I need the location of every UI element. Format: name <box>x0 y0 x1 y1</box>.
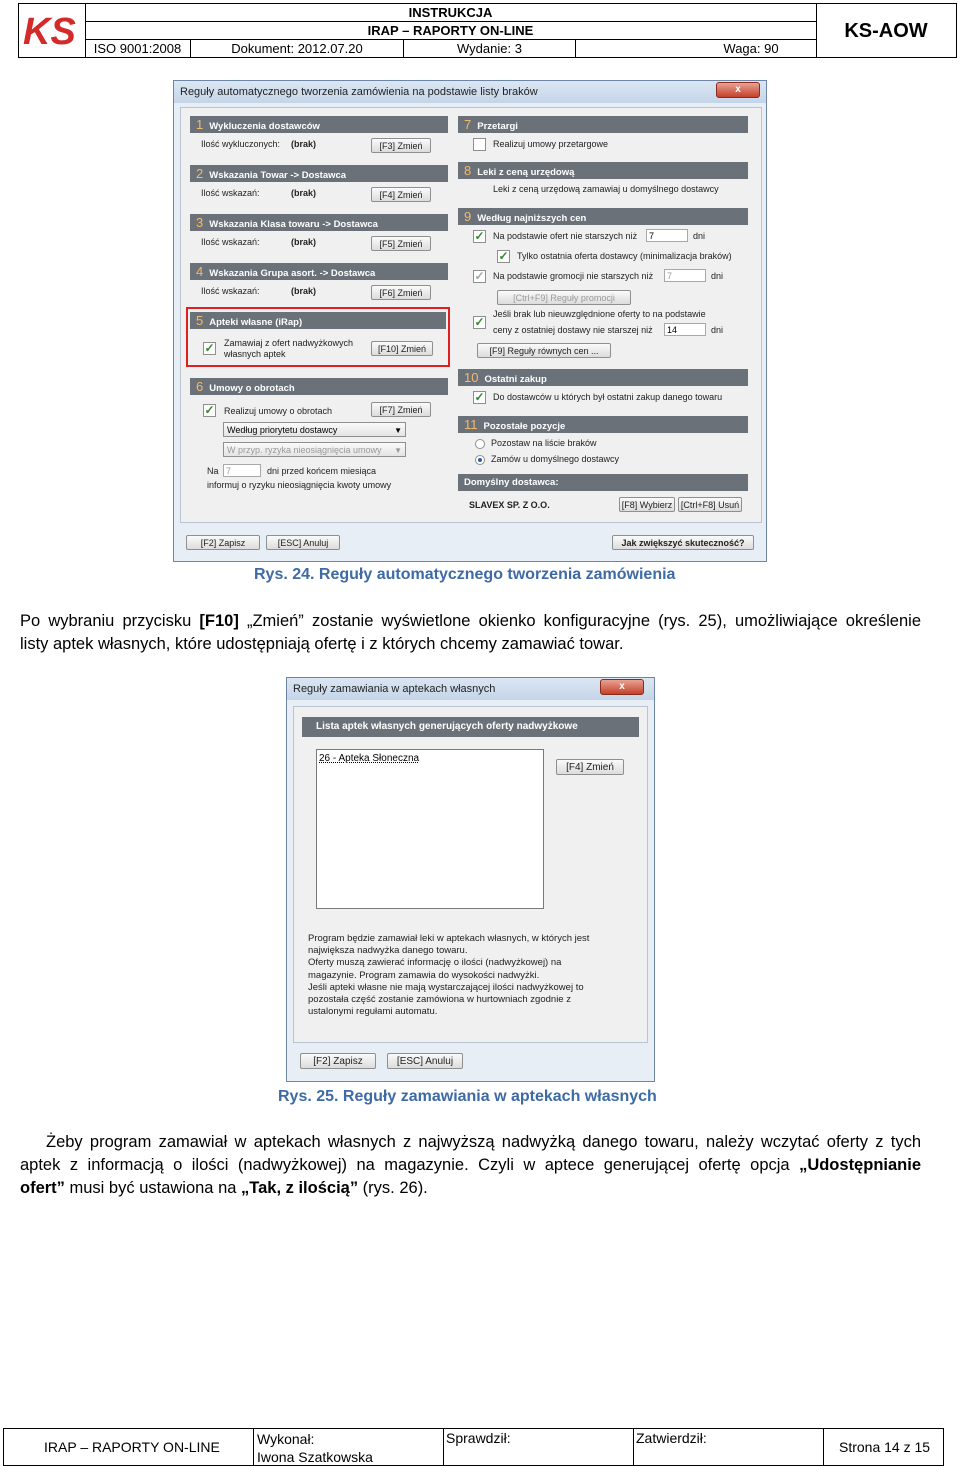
footer-system: IRAP – RAPORTY ON-LINE <box>4 1429 254 1465</box>
rules-panel: 1 Wykluczenia dostawców Ilość wykluczonych: (brak) [F3] Zmień 2 Wskazania Towar -> Dostawca Ilość wskazań: (brak) [F4] Zmień 3 Wskazania Klasa towaru -> Dostawca Ilość wskazań: (brak) [F5] Zmień 4 Wskazania Grupa asort. -> Dostawca Ilość wskazań: (brak) [F6] Zmień 5 Apteki własne (iRap) ✓ Zamawiaj z ofert nadwyżkowych własnych aptek [F10] Zmień 6 Umowy o obrotach ✓ Realizuj umowy o obrotach [F7] Zmień Według priorytetu dostawcy ▼ W przyp. ryzyka nieosiągnięcia umowy ▼ Na 7 dni przed końcem miesiąca informuj o ryzyku nieosiągnięcia kwoty umowy 7 Przetargi Realizuj umowy przetargowe 8 Leki z ceną urzędową Leki z ceną urzędową zamawiaj u domyślnego dostawcy 9 Według najniższych cen ✓ Na podstawie ofert nie starszych niż 7 dni ✓ Tylko ostatnia oferta dostawcy (minimalizacja braków) ✓ Na podstawie gromocji nie starszych niż 7 dni [Ctrl+F9] Reguły promocji ✓ Jeśli brak lub nieuwzględnione oferty to na podstawie ceny z ostatniej dostawy nie starszej niż 14 dni [F9] Reguły równych cen ... 10 Ostatni zakup ✓ Do dostawców u których był ostatni zakup danego towaru 11 Pozostałe pozycje Pozostaw na liście braków Zamów u domyślnego dostawcy Domyślny dostawca: SLAVEX SP. Z O.O. [F8] Wybierz [Ctrl+F8] Usuń <box>180 107 762 523</box>
effectiveness-help-button[interactable]: Jak zwiększyć skuteczność? <box>612 535 754 550</box>
promo-rules-button[interactable]: [Ctrl+F9] Reguły promocji <box>497 290 631 305</box>
save-button[interactable]: [F2] Zapisz <box>186 535 260 550</box>
pharmacies-list-header: Lista aptek własnych generujących oferty nadwyżkowe <box>302 717 639 737</box>
document-date-cell: Dokument: 2012.07.20 <box>191 40 404 57</box>
leave-on-list-radio[interactable] <box>475 439 485 449</box>
f10-change-button[interactable]: [F10] Zmień <box>371 341 433 356</box>
f6-change-button[interactable]: [F6] Zmień <box>371 285 431 300</box>
last-delivery-checkbox[interactable]: ✓ <box>474 315 485 329</box>
own-pharmacies-rules-dialog <box>286 677 655 1082</box>
list-item[interactable]: 26 - Apteka Słoneczna <box>319 753 420 764</box>
cancel-button[interactable]: [ESC] Anuluj <box>266 535 340 550</box>
iso-cell: ISO 9001:2008 <box>85 40 191 57</box>
days-before-input[interactable]: 7 <box>223 464 261 477</box>
ks-logo-icon <box>19 4 85 57</box>
footer-approved-by: Zatwierdził: <box>634 1429 824 1465</box>
document-subject: IRAP – RAPORTY ON-LINE <box>85 22 816 40</box>
tenders-checkbox[interactable] <box>473 138 486 151</box>
auto-order-rules-dialog <box>173 80 767 562</box>
f8-choose-button[interactable]: [F8] Wybierz <box>619 497 675 512</box>
turnover-agreements-checkbox[interactable]: ✓ <box>204 403 215 417</box>
promo-age-checkbox[interactable]: ✓ <box>474 269 485 283</box>
document-footer <box>3 1428 944 1466</box>
pharmacies-list[interactable] <box>316 749 544 909</box>
priority-select[interactable]: Według priorytetu dostawcy ▼ <box>223 422 406 437</box>
chevron-down-icon: ▼ <box>394 446 402 455</box>
f4-change-button[interactable]: [F4] Zmień <box>371 187 431 202</box>
close-button[interactable]: x <box>600 679 644 695</box>
paragraph-1: Po wybraniu przycisku [F10] „Zmień” zostanie wyświetlone okienko konfiguracyjne (rys. 25), umożliwiające określenie listy aptek własnych, które udostępniają ofertę i z których chcemy zamawiać towar. <box>20 612 922 653</box>
figure-caption-24: Rys. 24. Reguły automatycznego tworzenia zamówienia <box>254 566 676 583</box>
footer-checked-by: Sprawdził: <box>444 1429 634 1465</box>
own-offers-checkbox[interactable]: ✓ <box>204 341 215 355</box>
offers-age-input[interactable]: 7 <box>646 229 688 242</box>
document-code: KS-AOW <box>844 20 928 42</box>
last-offer-checkbox[interactable]: ✓ <box>498 249 509 263</box>
risk-select[interactable]: W przyp. ryzyka nieosiągnięcia umowy ▼ <box>223 442 406 457</box>
promo-age-input[interactable]: 7 <box>664 269 706 282</box>
footer-page-number: Strona 14 z 15 <box>839 1439 931 1455</box>
cancel-button[interactable]: [ESC] Anuluj <box>387 1053 463 1069</box>
f4-change-button[interactable]: [F4] Zmień <box>556 759 624 775</box>
weight-cell: Waga: 90 <box>723 41 779 56</box>
f7-change-button[interactable]: [F7] Zmień <box>371 402 431 417</box>
dialog-title: Reguły zamawiania w aptekach własnych <box>287 678 654 700</box>
f5-change-button[interactable]: [F5] Zmień <box>371 236 431 251</box>
logo-text: KS <box>23 11 76 53</box>
company-logo <box>19 4 86 57</box>
close-button[interactable]: x <box>716 82 760 98</box>
offers-age-checkbox[interactable]: ✓ <box>474 229 485 243</box>
f9-equal-price-rules-button[interactable]: [F9] Reguły równych cen ... <box>477 343 611 358</box>
delivery-age-input[interactable]: 14 <box>664 323 706 336</box>
last-purchase-checkbox[interactable]: ✓ <box>474 390 485 404</box>
info-text: Program będzie zamawiał leki w aptekach własnych, w których jest największa nadwyżka danego towaru. Oferty muszą zawierać informację o ilości (nadwyżkowej) na magazynie. Program zamawia do wysokości nadwyżki. Jeśli apteki własne nie mają wystarczającej ilości nadwyżkowej to pozostała część zostanie zamówiona w hurtowniach zgodnie z ustalonymi regułami automatu. <box>308 933 590 1018</box>
pharmacies-panel <box>293 706 648 1043</box>
chevron-down-icon: ▼ <box>394 426 402 435</box>
paragraph-2: Żeby program zamawiał w aptekach własnych z najwyższą nadwyżką danego towaru, należy wczytać oferty z tych aptek z informacją o ilości (nadwyżkowej) na magazynie. Czyli w aptece generującej ofertę opcja „Udostępnianie ofert” musi być ustawiona na „Tak, z ilością” (rys. 26). <box>20 1133 921 1197</box>
save-button[interactable]: [F2] Zapisz <box>300 1053 376 1069</box>
order-default-radio[interactable] <box>475 455 485 465</box>
edition-cell: Wydanie: 3 <box>404 40 576 57</box>
figure-caption-25: Rys. 25. Reguły zamawiania w aptekach własnych <box>278 1088 657 1105</box>
ctrl-f8-remove-button[interactable]: [Ctrl+F8] Usuń <box>678 497 742 512</box>
f3-change-button[interactable]: [F3] Zmień <box>371 138 431 153</box>
document-type: INSTRUKCJA <box>85 4 816 22</box>
footer-done-by: Wykonał: Iwona Szatkowska <box>254 1429 444 1465</box>
dialog-title: Reguły automatycznego tworzenia zamówienia na podstawie listy braków <box>174 81 766 103</box>
document-header <box>18 3 957 58</box>
